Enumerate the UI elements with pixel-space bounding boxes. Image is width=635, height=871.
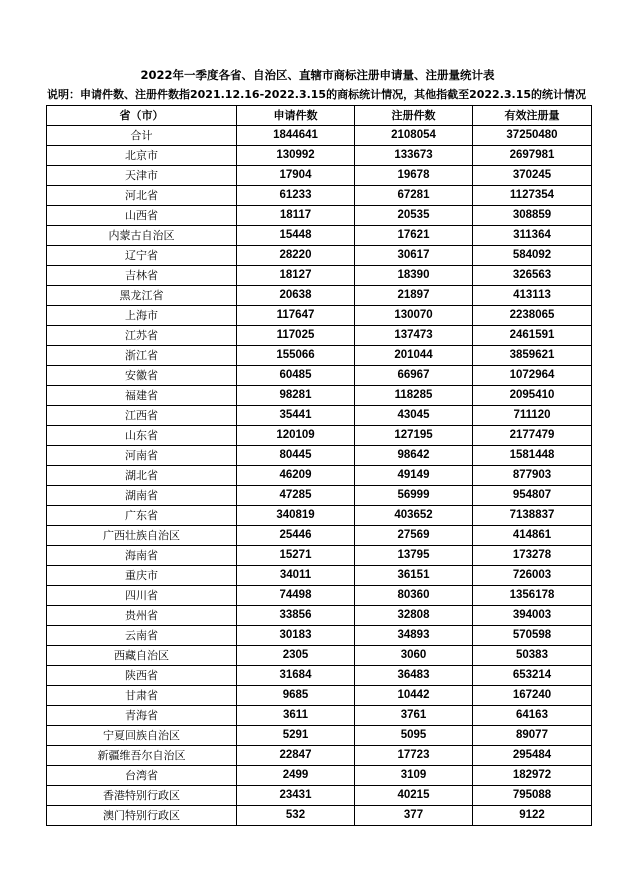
table-row bbox=[47, 706, 592, 726]
table-row bbox=[47, 446, 592, 466]
cell-registrations: 2108054 bbox=[355, 126, 473, 146]
cell-province: 黑龙江省 bbox=[47, 286, 237, 306]
table-row bbox=[47, 206, 592, 226]
cell-registrations: 127195 bbox=[355, 426, 473, 446]
cell-province: 天津市 bbox=[47, 166, 237, 186]
table-row bbox=[47, 126, 592, 146]
cell-province: 青海省 bbox=[47, 706, 237, 726]
table-row bbox=[47, 306, 592, 326]
header-province: 省（市） bbox=[47, 106, 237, 126]
cell-applications: 130992 bbox=[237, 146, 355, 166]
cell-valid-registrations: 1127354 bbox=[473, 186, 592, 206]
cell-registrations: 30617 bbox=[355, 246, 473, 266]
cell-valid-registrations: 167240 bbox=[473, 686, 592, 706]
cell-applications: 3611 bbox=[237, 706, 355, 726]
header-applications: 申请件数 bbox=[237, 106, 355, 126]
document-title: 2022年一季度各省、自治区、直辖市商标注册申请量、注册量统计表 bbox=[140, 68, 495, 82]
cell-valid-registrations: 37250480 bbox=[473, 126, 592, 146]
statistics-table bbox=[46, 105, 592, 826]
cell-valid-registrations: 9122 bbox=[473, 806, 592, 826]
cell-valid-registrations: 2177479 bbox=[473, 426, 592, 446]
table-row bbox=[47, 546, 592, 566]
cell-valid-registrations: 89077 bbox=[473, 726, 592, 746]
header-registrations: 注册件数 bbox=[355, 106, 473, 126]
cell-registrations: 80360 bbox=[355, 586, 473, 606]
cell-applications: 20638 bbox=[237, 286, 355, 306]
cell-valid-registrations: 308859 bbox=[473, 206, 592, 226]
table-header-row bbox=[47, 106, 592, 126]
cell-registrations: 403652 bbox=[355, 506, 473, 526]
table-row bbox=[47, 486, 592, 506]
cell-province: 重庆市 bbox=[47, 566, 237, 586]
cell-registrations: 34893 bbox=[355, 626, 473, 646]
table-row bbox=[47, 266, 592, 286]
cell-applications: 2305 bbox=[237, 646, 355, 666]
cell-applications: 28220 bbox=[237, 246, 355, 266]
cell-applications: 60485 bbox=[237, 366, 355, 386]
cell-valid-registrations: 182972 bbox=[473, 766, 592, 786]
cell-registrations: 67281 bbox=[355, 186, 473, 206]
cell-valid-registrations: 1072964 bbox=[473, 366, 592, 386]
cell-province: 福建省 bbox=[47, 386, 237, 406]
cell-registrations: 20535 bbox=[355, 206, 473, 226]
cell-province: 江西省 bbox=[47, 406, 237, 426]
table-row bbox=[47, 806, 592, 826]
cell-valid-registrations: 414861 bbox=[473, 526, 592, 546]
cell-registrations: 10442 bbox=[355, 686, 473, 706]
cell-province: 湖南省 bbox=[47, 486, 237, 506]
cell-valid-registrations: 653214 bbox=[473, 666, 592, 686]
cell-applications: 9685 bbox=[237, 686, 355, 706]
cell-valid-registrations: 1581448 bbox=[473, 446, 592, 466]
cell-registrations: 133673 bbox=[355, 146, 473, 166]
cell-registrations: 21897 bbox=[355, 286, 473, 306]
cell-registrations: 18390 bbox=[355, 266, 473, 286]
cell-registrations: 19678 bbox=[355, 166, 473, 186]
cell-applications: 15271 bbox=[237, 546, 355, 566]
cell-valid-registrations: 2461591 bbox=[473, 326, 592, 346]
cell-registrations: 27569 bbox=[355, 526, 473, 546]
cell-valid-registrations: 877903 bbox=[473, 466, 592, 486]
cell-registrations: 98642 bbox=[355, 446, 473, 466]
table-row bbox=[47, 526, 592, 546]
cell-applications: 33856 bbox=[237, 606, 355, 626]
table-row bbox=[47, 506, 592, 526]
table-row bbox=[47, 606, 592, 626]
cell-valid-registrations: 1356178 bbox=[473, 586, 592, 606]
cell-applications: 22847 bbox=[237, 746, 355, 766]
cell-valid-registrations: 795088 bbox=[473, 786, 592, 806]
cell-province: 吉林省 bbox=[47, 266, 237, 286]
table-row bbox=[47, 386, 592, 406]
cell-registrations: 137473 bbox=[355, 326, 473, 346]
table-row bbox=[47, 626, 592, 646]
cell-registrations: 3060 bbox=[355, 646, 473, 666]
cell-valid-registrations: 50383 bbox=[473, 646, 592, 666]
table-row bbox=[47, 186, 592, 206]
cell-province: 澳门特别行政区 bbox=[47, 806, 237, 826]
cell-valid-registrations: 726003 bbox=[473, 566, 592, 586]
cell-province: 北京市 bbox=[47, 146, 237, 166]
cell-applications: 120109 bbox=[237, 426, 355, 446]
cell-registrations: 17621 bbox=[355, 226, 473, 246]
table-row bbox=[47, 346, 592, 366]
cell-applications: 155066 bbox=[237, 346, 355, 366]
cell-applications: 1844641 bbox=[237, 126, 355, 146]
cell-applications: 31684 bbox=[237, 666, 355, 686]
cell-valid-registrations: 584092 bbox=[473, 246, 592, 266]
cell-province: 香港特别行政区 bbox=[47, 786, 237, 806]
table-row bbox=[47, 766, 592, 786]
table-row bbox=[47, 566, 592, 586]
cell-applications: 117025 bbox=[237, 326, 355, 346]
cell-applications: 15448 bbox=[237, 226, 355, 246]
cell-registrations: 43045 bbox=[355, 406, 473, 426]
cell-valid-registrations: 2697981 bbox=[473, 146, 592, 166]
cell-applications: 80445 bbox=[237, 446, 355, 466]
cell-province: 云南省 bbox=[47, 626, 237, 646]
cell-applications: 46209 bbox=[237, 466, 355, 486]
cell-valid-registrations: 711120 bbox=[473, 406, 592, 426]
cell-applications: 117647 bbox=[237, 306, 355, 326]
cell-applications: 5291 bbox=[237, 726, 355, 746]
cell-valid-registrations: 7138837 bbox=[473, 506, 592, 526]
cell-applications: 25446 bbox=[237, 526, 355, 546]
cell-province: 湖北省 bbox=[47, 466, 237, 486]
cell-applications: 18127 bbox=[237, 266, 355, 286]
cell-applications: 61233 bbox=[237, 186, 355, 206]
cell-applications: 18117 bbox=[237, 206, 355, 226]
cell-registrations: 49149 bbox=[355, 466, 473, 486]
table-row bbox=[47, 246, 592, 266]
cell-registrations: 3761 bbox=[355, 706, 473, 726]
document-note: 说明：申请件数、注册件数指2021.12.16-2022.3.15的商标统计情况，其他指截至2022.3.15的统计情况 bbox=[47, 88, 587, 101]
cell-valid-registrations: 3859621 bbox=[473, 346, 592, 366]
cell-valid-registrations: 2095410 bbox=[473, 386, 592, 406]
cell-province: 上海市 bbox=[47, 306, 237, 326]
cell-applications: 2499 bbox=[237, 766, 355, 786]
table-row bbox=[47, 426, 592, 446]
cell-registrations: 32808 bbox=[355, 606, 473, 626]
cell-applications: 532 bbox=[237, 806, 355, 826]
cell-province: 宁夏回族自治区 bbox=[47, 726, 237, 746]
cell-registrations: 5095 bbox=[355, 726, 473, 746]
cell-province: 甘肃省 bbox=[47, 686, 237, 706]
cell-valid-registrations: 413113 bbox=[473, 286, 592, 306]
cell-province: 山西省 bbox=[47, 206, 237, 226]
cell-registrations: 377 bbox=[355, 806, 473, 826]
table-row bbox=[47, 226, 592, 246]
cell-valid-registrations: 64163 bbox=[473, 706, 592, 726]
cell-province: 内蒙古自治区 bbox=[47, 226, 237, 246]
cell-registrations: 201044 bbox=[355, 346, 473, 366]
cell-valid-registrations: 2238065 bbox=[473, 306, 592, 326]
cell-province: 河北省 bbox=[47, 186, 237, 206]
cell-registrations: 3109 bbox=[355, 766, 473, 786]
table-row bbox=[47, 746, 592, 766]
cell-registrations: 13795 bbox=[355, 546, 473, 566]
cell-province: 新疆维吾尔自治区 bbox=[47, 746, 237, 766]
cell-province: 安徽省 bbox=[47, 366, 237, 386]
cell-registrations: 36151 bbox=[355, 566, 473, 586]
table-row bbox=[47, 326, 592, 346]
cell-province: 合计 bbox=[47, 126, 237, 146]
cell-province: 四川省 bbox=[47, 586, 237, 606]
cell-valid-registrations: 295484 bbox=[473, 746, 592, 766]
cell-applications: 98281 bbox=[237, 386, 355, 406]
cell-province: 广东省 bbox=[47, 506, 237, 526]
table-row bbox=[47, 166, 592, 186]
cell-registrations: 66967 bbox=[355, 366, 473, 386]
table-row bbox=[47, 406, 592, 426]
cell-province: 山东省 bbox=[47, 426, 237, 446]
cell-valid-registrations: 954807 bbox=[473, 486, 592, 506]
cell-applications: 23431 bbox=[237, 786, 355, 806]
cell-registrations: 130070 bbox=[355, 306, 473, 326]
table-body bbox=[47, 126, 592, 826]
cell-valid-registrations: 326563 bbox=[473, 266, 592, 286]
table-row bbox=[47, 726, 592, 746]
table-row bbox=[47, 666, 592, 686]
table-row bbox=[47, 146, 592, 166]
cell-province: 陕西省 bbox=[47, 666, 237, 686]
cell-applications: 47285 bbox=[237, 486, 355, 506]
cell-valid-registrations: 394003 bbox=[473, 606, 592, 626]
cell-applications: 17904 bbox=[237, 166, 355, 186]
header-valid-registrations: 有效注册量 bbox=[473, 106, 592, 126]
table-row bbox=[47, 466, 592, 486]
cell-province: 海南省 bbox=[47, 546, 237, 566]
table-row bbox=[47, 786, 592, 806]
cell-registrations: 17723 bbox=[355, 746, 473, 766]
cell-applications: 34011 bbox=[237, 566, 355, 586]
cell-province: 西藏自治区 bbox=[47, 646, 237, 666]
cell-province: 辽宁省 bbox=[47, 246, 237, 266]
cell-applications: 30183 bbox=[237, 626, 355, 646]
cell-valid-registrations: 173278 bbox=[473, 546, 592, 566]
cell-province: 浙江省 bbox=[47, 346, 237, 366]
cell-valid-registrations: 311364 bbox=[473, 226, 592, 246]
cell-province: 广西壮族自治区 bbox=[47, 526, 237, 546]
cell-registrations: 36483 bbox=[355, 666, 473, 686]
cell-applications: 35441 bbox=[237, 406, 355, 426]
cell-valid-registrations: 570598 bbox=[473, 626, 592, 646]
cell-province: 江苏省 bbox=[47, 326, 237, 346]
table-row bbox=[47, 586, 592, 606]
cell-valid-registrations: 370245 bbox=[473, 166, 592, 186]
cell-registrations: 118285 bbox=[355, 386, 473, 406]
cell-province: 台湾省 bbox=[47, 766, 237, 786]
table-row bbox=[47, 686, 592, 706]
cell-registrations: 56999 bbox=[355, 486, 473, 506]
table-row bbox=[47, 286, 592, 306]
cell-registrations: 40215 bbox=[355, 786, 473, 806]
cell-province: 河南省 bbox=[47, 446, 237, 466]
cell-applications: 74498 bbox=[237, 586, 355, 606]
cell-applications: 340819 bbox=[237, 506, 355, 526]
table-row bbox=[47, 646, 592, 666]
table-row bbox=[47, 366, 592, 386]
cell-province: 贵州省 bbox=[47, 606, 237, 626]
